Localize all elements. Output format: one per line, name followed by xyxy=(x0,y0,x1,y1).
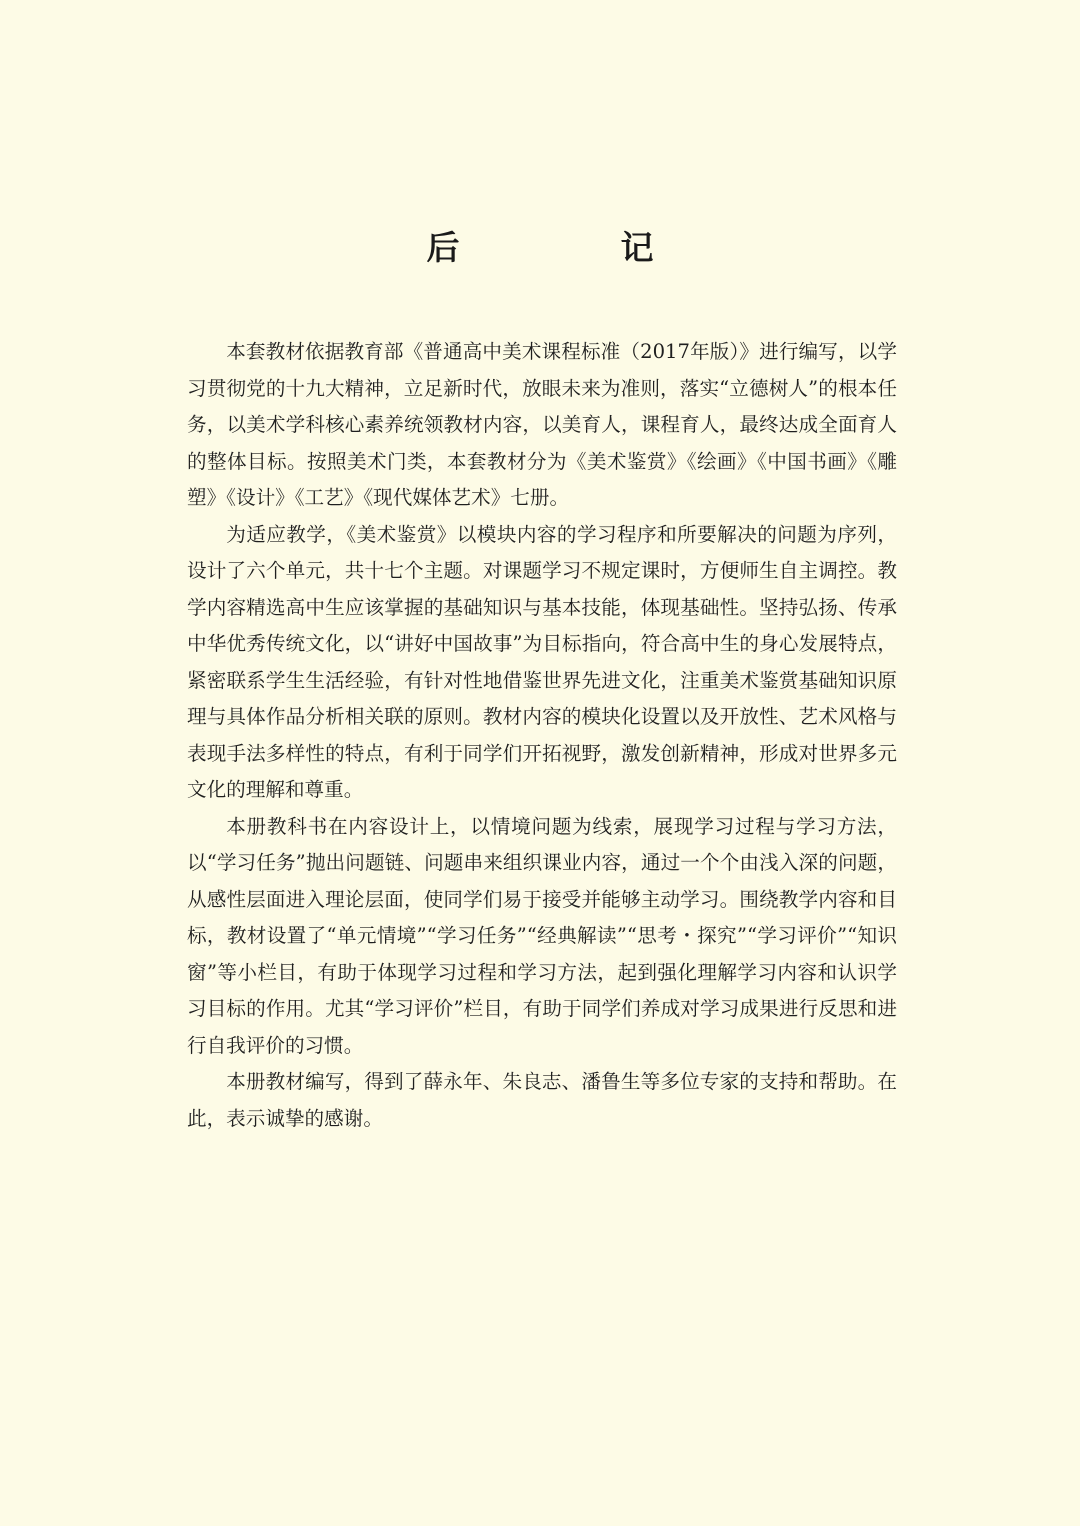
paragraph-4: 本册教材编写，得到了薛永年、朱良志、潘鲁生等多位专家的支持和帮助。在此，表示诚挚的感谢。 xyxy=(187,1070,897,1130)
afterword-body xyxy=(187,334,897,1137)
page-title: 后 记 xyxy=(426,228,718,267)
paragraph-1: 本套教材依据教育部《普通高中美术课程标准（2017年版）》进行编写，以学习贯彻党的十九大精神，立足新时代，放眼未来为准则，落实“立德树人”的根本任务，以美术学科核心素养统领教材内容，以美育人，课程育人，最终达成全面育人的整体目标。按照美术门类，本套教材分为《美术鉴赏》《绘画》《中国书画》《雕塑》《设计》《工艺》《现代媒体艺术》七册。 xyxy=(187,340,897,509)
paragraph-3: 本册教科书在内容设计上，以情境问题为线索，展现学习过程与学习方法，以“学习任务”抛出问题链、问题串来组织课业内容，通过一个个由浅入深的问题，从感性层面进入理论层面，使同学们易于接受并能够主动学习。围绕教学内容和目标，教材设置了“单元情境”“学习任务”“经典解读”“思考・探究”“学习评价”“知识窗”等小栏目，有助于体现学习过程和学习方法，起到强化理解学习内容和认识学习目标的作用。尤其“学习评价”栏目，有助于同学们养成对学习成果进行反思和进行自我评价的习惯。 xyxy=(187,814,897,1057)
paragraph-2: 为适应教学，《美术鉴赏》以模块内容的学习程序和所要解决的问题为序列，设计了六个单元，共十七个主题。对课题学习不规定课时，方便师生自主调控。教学内容精选高中生应该掌握的基础知识与基本技能，体现基础性。坚持弘扬、传承中华优秀传统文化，以“讲好中国故事”为目标指向，符合高中生的身心发展特点，紧密联系学生生活经验，有针对性地借鉴世界先进文化，注重美术鉴赏基础知识原理与具体作品分析相关联的原则。教材内容的模块化设置以及开放性、艺术风格与表现手法多样性的特点，有利于同学们开拓视野，激发创新精神，形成对世界多元文化的理解和尊重。 xyxy=(187,522,897,801)
